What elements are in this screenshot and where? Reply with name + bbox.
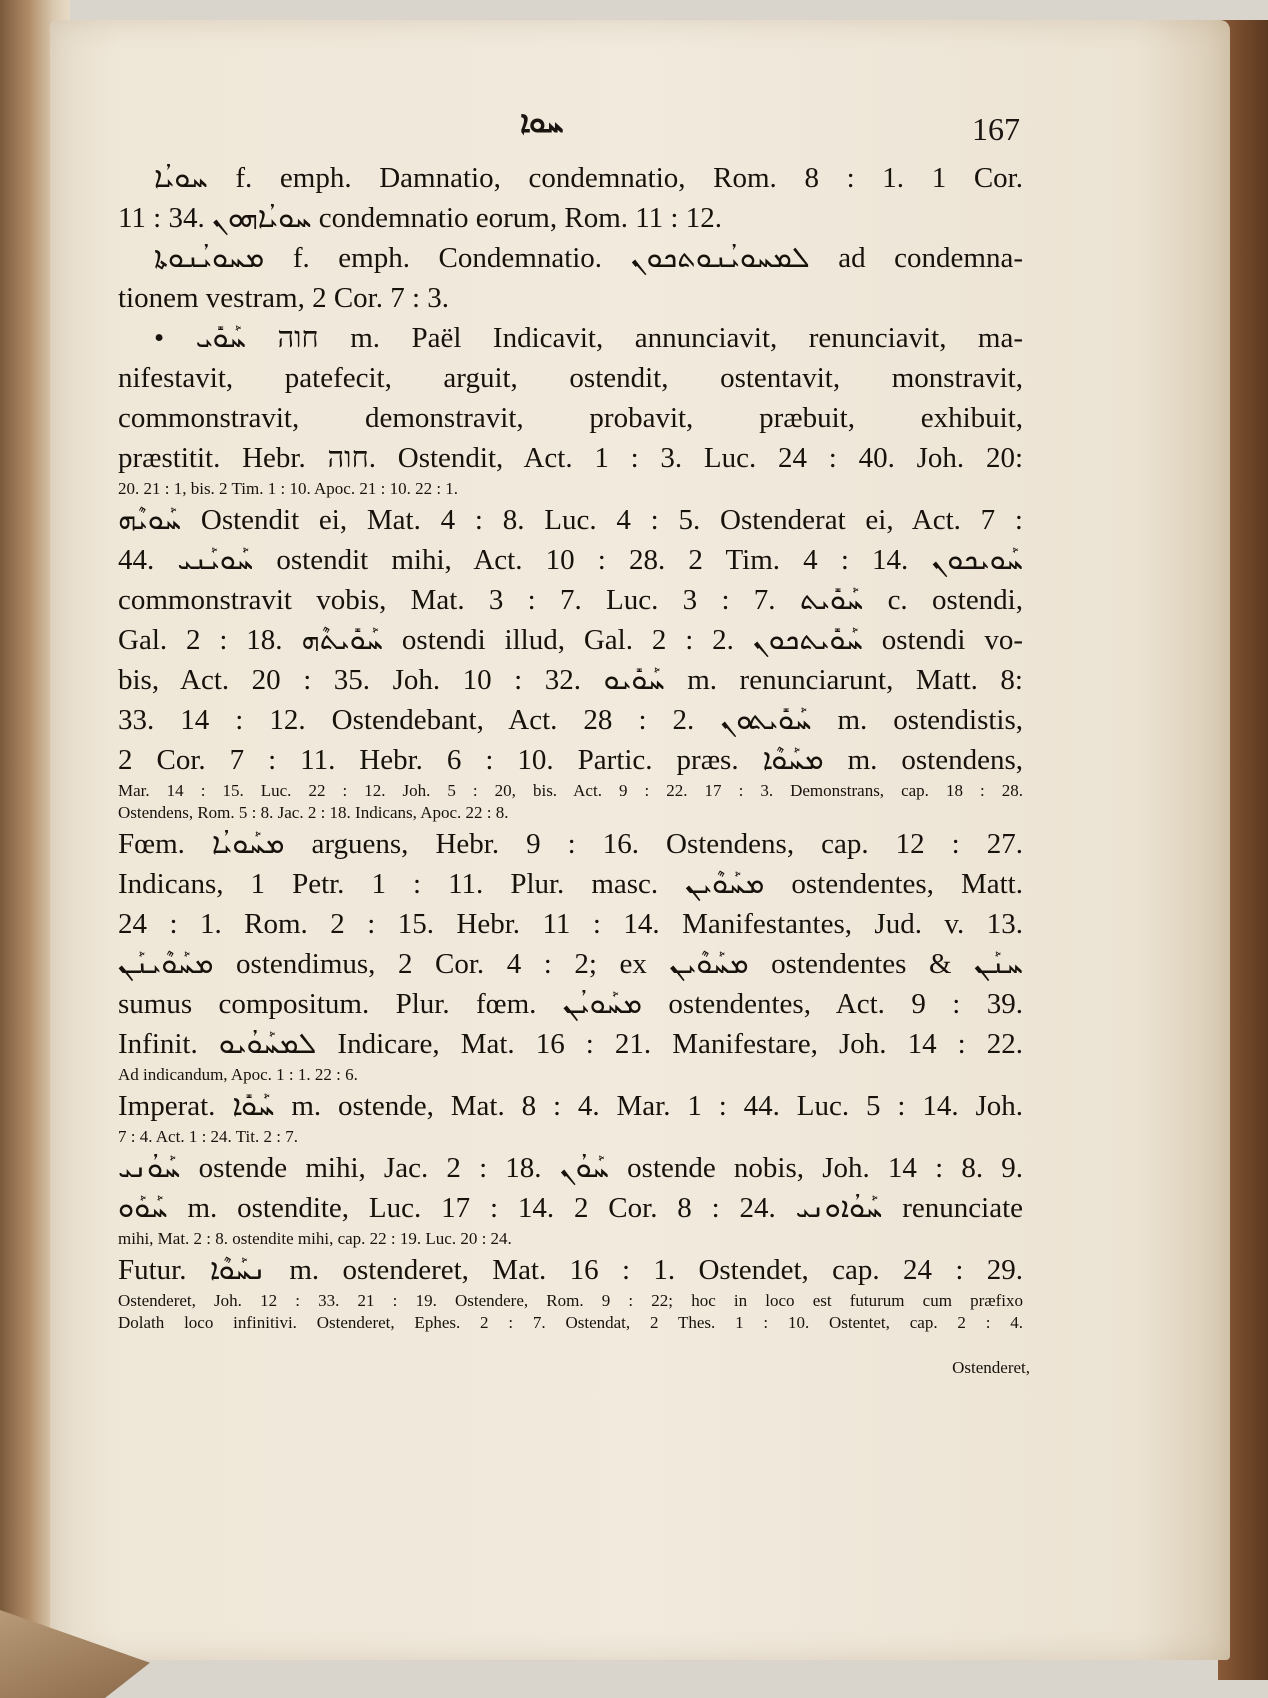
text-line: 24 : 1. Rom. 2 : 15. Hebr. 11 : 14. Manifestantes, Jud. v. 13.	[118, 908, 1023, 940]
text-line: ܡܚܘܝܳܢܘܬܐ f. emph. Condemnatio. ܠܡܚܘܝܳܢܘܬܟܘܢ ad condemna-	[154, 242, 1023, 274]
text-line: Fœm. ܡܚܰܘܝܳܐ arguens, Hebr. 9 : 16. Ostendens, cap. 12 : 27.	[118, 828, 1023, 860]
running-head: ܚܘܐ	[520, 105, 564, 140]
text-line: Ad indicandum, Apoc. 1 : 1. 22 : 6.	[118, 1065, 358, 1084]
text-line: ܚܰܘܰܘ m. ostendite, Luc. 17 : 14. 2 Cor. 8 : 24. ܚܰܘܳܐܘܢܝ renunciate	[118, 1192, 1023, 1224]
text-line: 20. 21 : 1, bis. 2 Tim. 1 : 10. Apoc. 21 : 10. 22 : 1.	[118, 479, 459, 498]
text-line: Futur. ܢܚܰܘܶܐ m. ostenderet, Mat. 16 : 1. Ostendet, cap. 24 : 29.	[118, 1254, 1023, 1286]
text-line: Ostenderet, Joh. 12 : 33. 21 : 19. Ostendere, Rom. 9 : 22; hoc in loco est futurum cum præfixo	[118, 1291, 1023, 1310]
text-line: Infinit. ܠܡܚܰܘܳܝܘ Indicare, Mat. 16 : 21. Manifestare, Joh. 14 : 22.	[118, 1028, 1023, 1060]
text-line: commonstravit vobis, Mat. 3 : 7. Luc. 3 : 7. ܚܰܘܺܝܬ c. ostendi,	[118, 584, 1023, 616]
text-line: ܚܰܘܝܶܗ Ostendit ei, Mat. 4 : 8. Luc. 4 : 5. Ostenderat ei, Act. 7 :	[118, 504, 1023, 536]
dictionary-text	[118, 158, 1023, 1334]
catchword: Ostenderet,	[952, 1358, 1030, 1377]
text-line: 44. ܚܰܘܝܰܢܝ ostendit mihi, Act. 10 : 28. 2 Tim. 4 : 14. ܚܰܘܝܟܘܢ	[118, 544, 1023, 576]
text-line: 11 : 34. ܚܘܝܳܐܗܘܢ condemnatio eorum, Rom. 11 : 12.	[118, 202, 722, 234]
page-header	[520, 105, 1020, 145]
text-line: sumus compositum. Plur. fœm. ܡܚܰܘܝܳܢ ostendentes, Act. 9 : 39.	[118, 988, 1023, 1020]
text-line: Imperat. ܚܰܘܺܐ m. ostende, Mat. 8 : 4. Mar. 1 : 44. Luc. 5 : 14. Joh.	[118, 1090, 1023, 1122]
text-line: Gal. 2 : 18. ܚܰܘܺܝܬܶܗ ostendi illud, Gal. 2 : 2. ܚܰܘܺܝܬܟܘܢ ostendi vo-	[118, 624, 1023, 656]
text-line: Dolath loco infinitivi. Ostenderet, Ephes. 2 : 7. Ostendat, 2 Thes. 1 : 10. Ostentet, cap. 2 : 4.	[118, 1313, 1023, 1332]
text-line: ܚܘܝܳܐ f. emph. Damnatio, condemnatio, Rom. 8 : 1. 1 Cor.	[154, 162, 1023, 194]
text-line: Ostendens, Rom. 5 : 8. Jac. 2 : 18. Indicans, Apoc. 22 : 8.	[118, 803, 509, 822]
text-line: tionem vestram, 2 Cor. 7 : 3.	[118, 282, 450, 314]
page-number: 167	[972, 111, 1020, 147]
text-line: præstitit. Hebr. חוה. Ostendit, Act. 1 : 3. Luc. 24 : 40. Joh. 20:	[118, 442, 1023, 474]
text-line: ܡܚܰܘܶܝܢܰܢ ostendimus, 2 Cor. 4 : 2; ex ܡܚܰܘܶܝܢ ostendentes & ܚܢܰܢ	[118, 948, 1023, 980]
text-line: Indicans, 1 Petr. 1 : 11. Plur. masc. ܡܚܰܘܶܝܢ ostendentes, Matt.	[118, 868, 1023, 900]
text-line: 2 Cor. 7 : 11. Hebr. 6 : 10. Partic. præs. ܡܚܰܘܶܐ m. ostendens,	[118, 744, 1023, 776]
text-line: ܚܰܘܳܢܝ ostende mihi, Jac. 2 : 18. ܚܰܘܳܢ ostende nobis, Joh. 14 : 8. 9.	[118, 1152, 1023, 1184]
text-line: • חוה ܚܰܘܺܝ m. Paël Indicavit, annunciavit, renunciavit, ma-	[154, 322, 1023, 354]
text-line: commonstravit, demonstravit, probavit, præbuit, exhibuit,	[118, 402, 1023, 434]
text-line: bis, Act. 20 : 35. Joh. 10 : 32. ܚܰܘܺܝܘ m. renunciarunt, Matt. 8:	[118, 664, 1023, 696]
text-line: mihi, Mat. 2 : 8. ostendite mihi, cap. 22 : 19. Luc. 20 : 24.	[118, 1229, 512, 1248]
text-line: nifestavit, patefecit, arguit, ostendit, ostentavit, monstravit,	[118, 362, 1023, 394]
text-line: 7 : 4. Act. 1 : 24. Tit. 2 : 7.	[118, 1127, 298, 1146]
text-line: Mar. 14 : 15. Luc. 22 : 12. Joh. 5 : 20, bis. Act. 9 : 22. 17 : 3. Demonstrans, cap. 18 : 28.	[118, 781, 1023, 800]
text-line: 33. 14 : 12. Ostendebant, Act. 28 : 2. ܚܰܘܺܝܬܘܢ m. ostendistis,	[118, 704, 1023, 736]
